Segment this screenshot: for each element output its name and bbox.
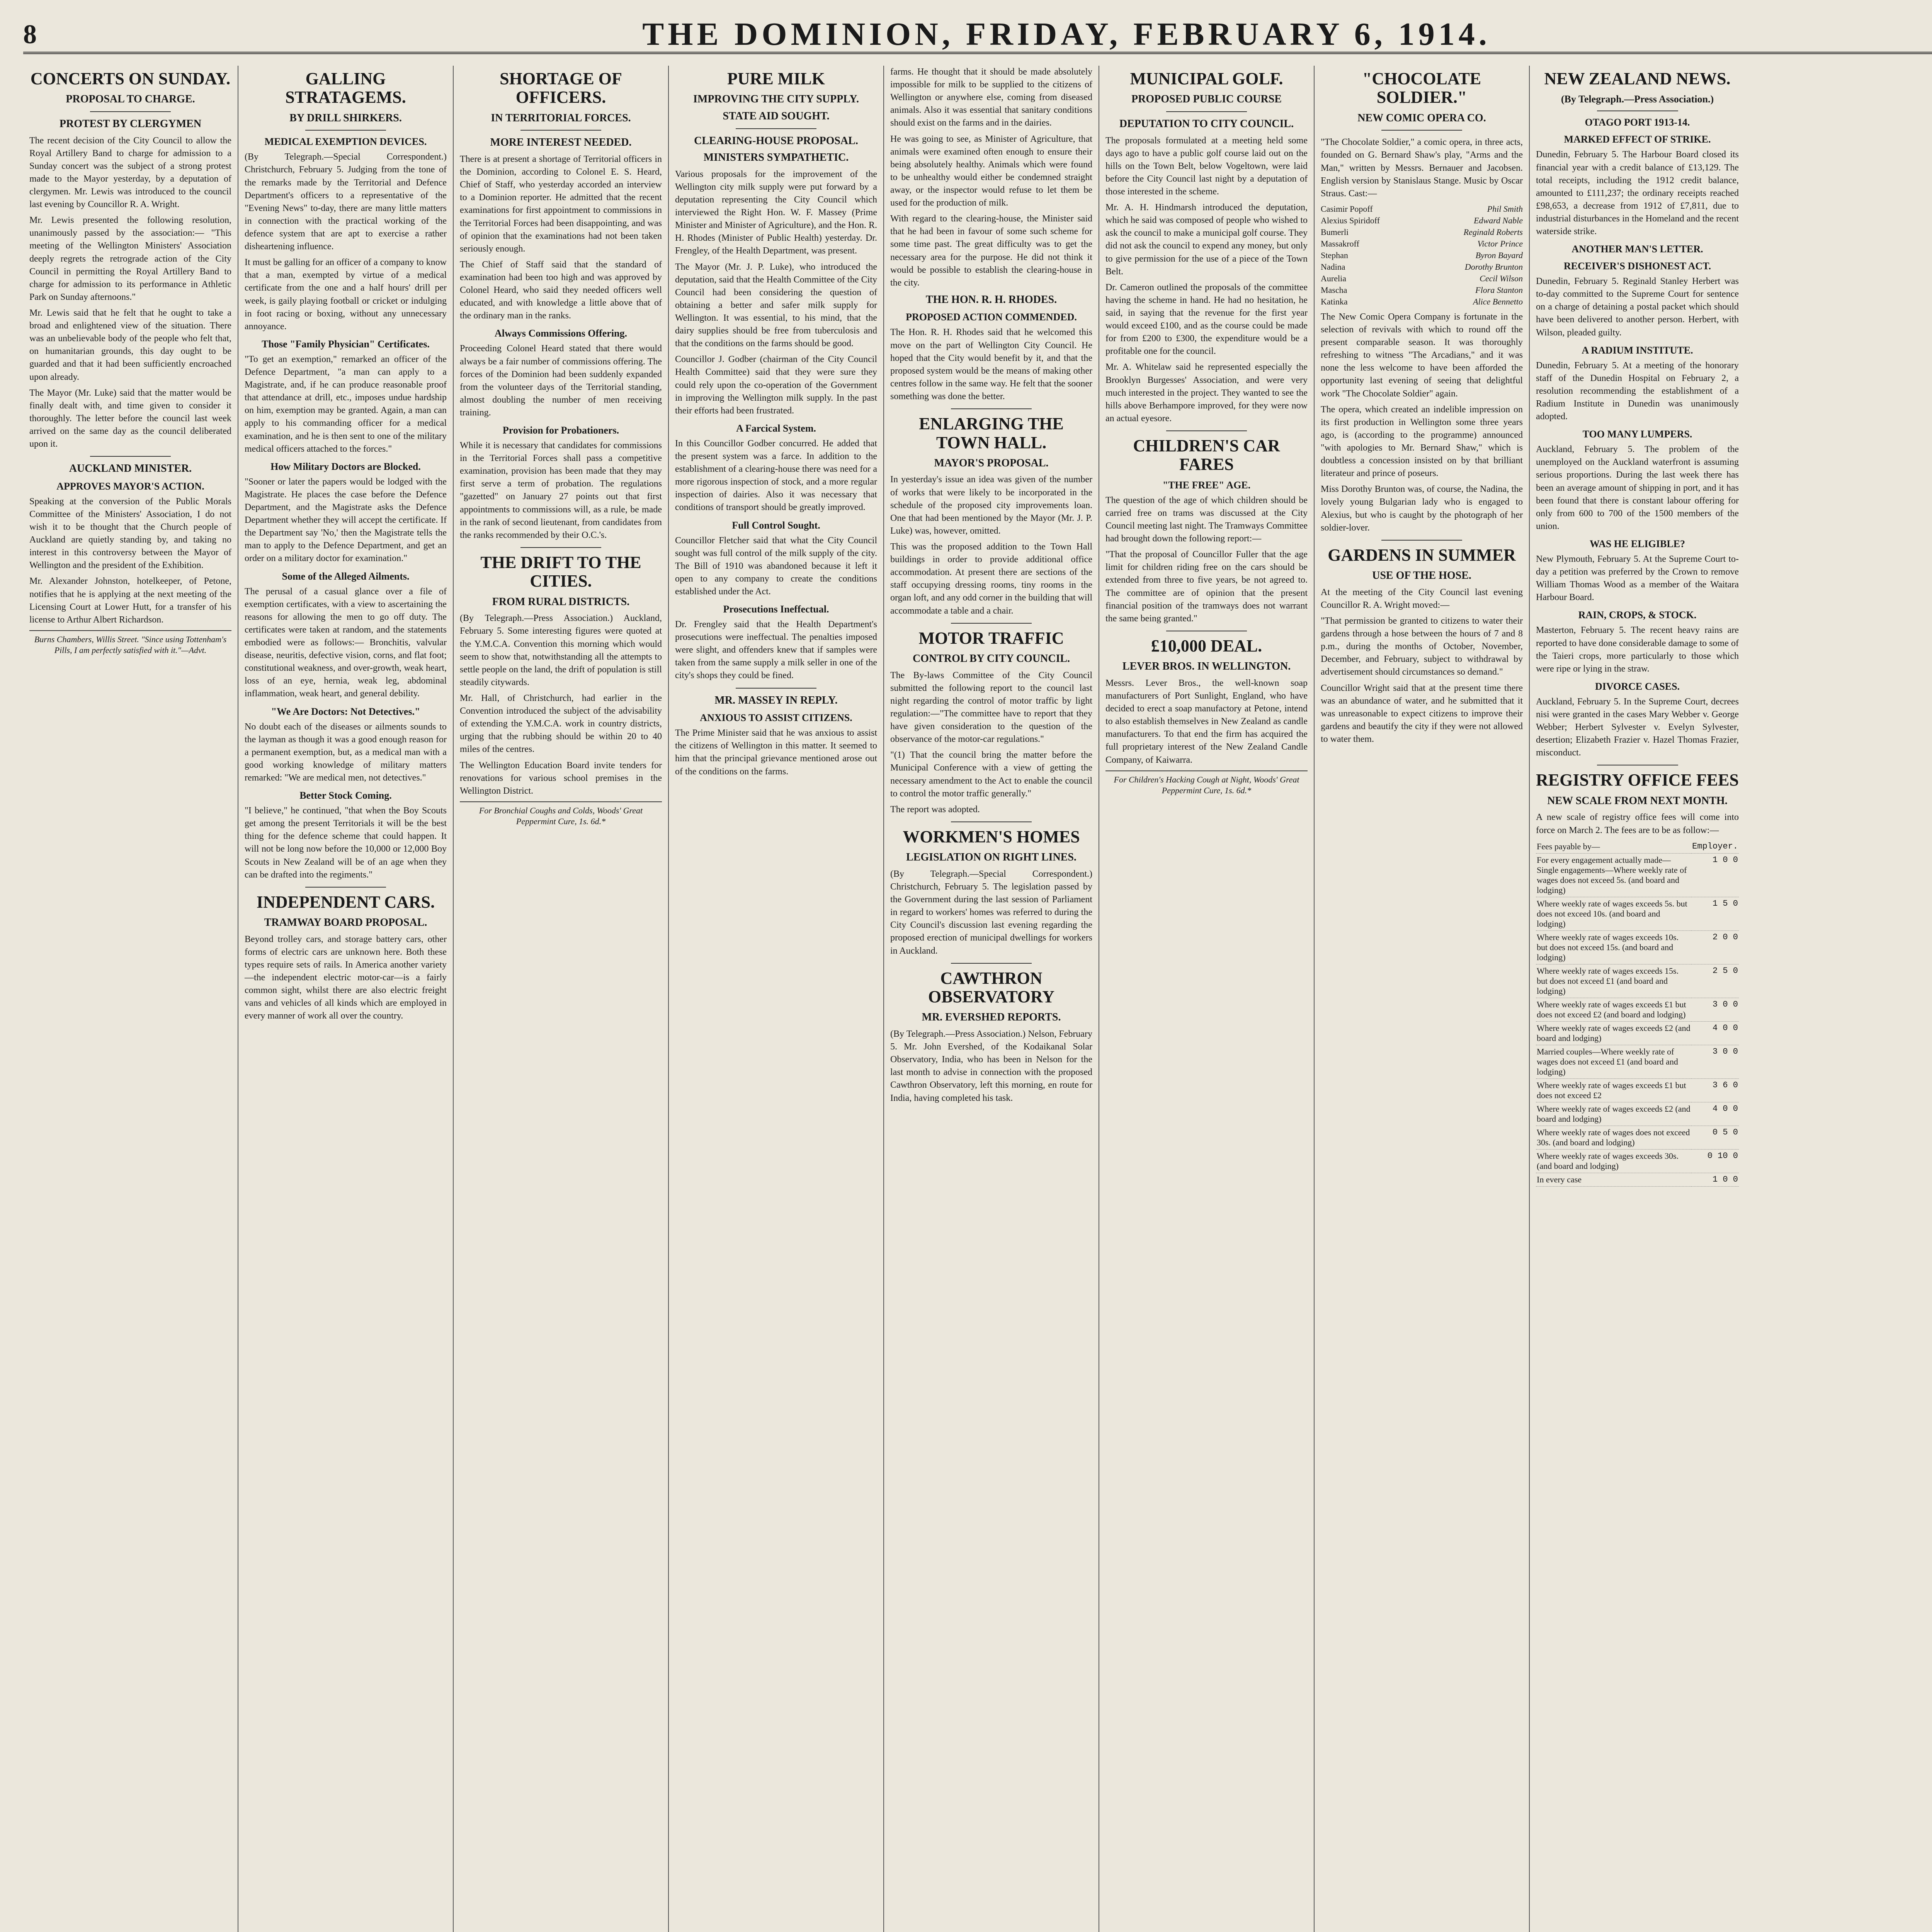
page-number: 8 xyxy=(23,20,37,49)
column-2 xyxy=(238,66,454,1932)
fee-amount: 2 0 0 xyxy=(1691,930,1739,964)
subheading: LEVER BROS. IN WELLINGTON. xyxy=(1122,660,1291,673)
headline: NEW ZEALAND NEWS. xyxy=(1544,69,1731,88)
actor: Reginald Roberts xyxy=(1463,227,1523,237)
paragraph: (By Telegraph.—Press Association.) Auckland, February 5. Some interesting figures were quoted at the Y.M.C.A. Convention this morning which would seem to show that, notwithstanding all the attempts to settle people on the land, the drift of population is still steadily citywards. xyxy=(460,613,662,687)
paragraph: "The Chocolate Soldier," a comic opera, in three acts, founded on G. Bernard Shaw's play, "Arms and the Man," written by Messrs. Bernauer and Jacobsen. English version by Stanislaus Stange. Music by Oscar Straus. Cast:— xyxy=(1321,137,1523,199)
fees-header-col: Employer. xyxy=(1691,840,1739,854)
role: Mascha xyxy=(1321,285,1347,295)
divider xyxy=(1381,130,1462,131)
role: Stephan xyxy=(1321,250,1348,260)
paragraph: "(1) That the council bring the matter before the Municipal Conference with a view of getting the necessary amendment to the Act to enable the council to control the motor traffic generally." xyxy=(890,750,1092,799)
column-5 xyxy=(884,66,1099,1932)
cast-row xyxy=(1321,284,1523,296)
fee-amount: 0 10 0 xyxy=(1691,1149,1739,1173)
headline: GALLING STRATAGEMS. xyxy=(285,69,406,107)
cast-row xyxy=(1321,203,1523,215)
paragraph: Dr. Cameron outlined the proposals of the committee having the scheme in hand. He had no hesitation, he said, in saying that the revenue for the first year would exceed £100, and as the course could be made for from £200 to £300, the expenditure would be a profitable one for the council. xyxy=(1105,282,1308,357)
fee-row xyxy=(1536,1102,1739,1126)
paragraph: Proceeding Colonel Heard stated that there would always be a fair number of commissions offering. The forces of the Dominion had been suddenly expanded from the volunteer days of the Territorial standing, almost doubling the number of men receiving training. xyxy=(460,344,662,418)
section-heading: Full Control Sought. xyxy=(732,519,820,531)
column-6 xyxy=(1099,66,1315,1932)
paragraph: The report was adopted. xyxy=(890,804,980,815)
paragraph: "To get an exemption," remarked an officer of the Defence Department, "a man can apply to a Magistrate, and, if he can produce reasonable proof that attendance at drill, etc., imposes undue hardship on him, exemption may be granted. Again, a man can apply to his commanding officer for a medical examination, and he is then sent to one of the military medical officers attached to the forces." xyxy=(245,354,447,454)
advertisement: For Children's Hacking Cough at Night, Woods' Great Peppermint Cure, 1s. 6d.* xyxy=(1105,770,1308,796)
fee-amount: 3 0 0 xyxy=(1691,1045,1739,1078)
headline: MOTOR TRAFFIC xyxy=(918,628,1064,648)
paragraph: This was the proposed addition to the Town Hall buildings in order to provide additional office accommodation. At present there are sections of the staff occupying dressing rooms, tiny rooms in the organ loft, and any odd corner in the building that will accommodate a table and a chair. xyxy=(890,542,1092,616)
headline: PURE MILK xyxy=(727,69,825,88)
subheading: BY DRILL SHIRKERS. xyxy=(289,112,402,124)
fee-label: Where weekly rate of wages exceeds 15s. but does not exceed £1 (and board and lodging) xyxy=(1536,964,1691,998)
subheading: MAYOR'S PROPOSAL. xyxy=(934,457,1049,469)
paragraph: The Wellington Education Board invite tenders for renovations for various school premises in the Wellington District. xyxy=(460,760,662,796)
paragraph: It must be galling for an officer of a company to know that a man, exempted by virtue of a medical certificate from the one and a half hours' drill per week, is gaily playing football or cricket or indulging in foot racing or boxing, without any unnecessary annoyance. xyxy=(245,257,447,332)
divider xyxy=(951,408,1032,409)
divider xyxy=(305,130,386,131)
headline: INDEPENDENT CARS. xyxy=(256,892,435,912)
headline: WORKMEN'S HOMES xyxy=(903,827,1080,846)
fee-label: Where weekly rate of wages exceeds £2 (and board and lodging) xyxy=(1536,1102,1691,1126)
section-heading: A Farcical System. xyxy=(736,422,816,434)
subheading: CONTROL BY CITY COUNCIL. xyxy=(912,653,1070,665)
subheading: CLEARING-HOUSE PROPOSAL. xyxy=(694,134,858,147)
fee-row xyxy=(1536,1045,1739,1078)
paragraph: "Sooner or later the papers would be lodged with the Magistrate. He places the case before the Defence Department, and the Magistrate asks the Defence Department whether they will accept the certificate. If the Department say 'No,' then the Magistrate tells the man to apply to the Defence Department, and get an order on a military doctor for examination." xyxy=(245,476,447,564)
paragraph: "That the proposal of Councillor Fuller that the age limit for children riding free on the cars should be extended from three to five years, be not agreed to. The committee are of opinion that the present financial position of the tramways does not warrant the same being granted." xyxy=(1105,549,1308,624)
masthead xyxy=(23,15,1932,54)
fee-row xyxy=(1536,1078,1739,1102)
paragraph: In yesterday's issue an idea was given of the number of works that were likely to be incorporated in the schedule of the proposed city improvements loan. One that had been mentioned by the Mayor (Mr. J. P. Luke) was, however, omitted. xyxy=(890,474,1092,536)
section-heading: Those "Family Physician" Certificates. xyxy=(262,338,430,350)
fee-amount: 3 6 0 xyxy=(1691,1078,1739,1102)
paragraph: A new scale of registry office fees will come into force on March 2. The fees are to be as follow:— xyxy=(1536,812,1739,835)
section-heading: Always Commissions Offering. xyxy=(494,328,628,339)
cast-list xyxy=(1321,203,1523,308)
paragraph: The question of the age of which children should be carried free on trams was discussed at the City Council meeting last night. The Tramways Committee had brought down the following report:— xyxy=(1105,495,1308,544)
section-heading: WAS HE ELIGIBLE? xyxy=(1589,538,1685,550)
actor: Phil Smith xyxy=(1487,204,1523,214)
paragraph: Mr. Lewis presented the following resolution, unanimously passed by the association:— "This meeting of the Wellington Ministers' Association deeply regrets the retrograde action of the City Council in permitting the Royal Artillery Band to charge for admission to its performance in Athletic Park on Sunday afternoons." xyxy=(29,215,231,302)
role: Alexius Spiridoff xyxy=(1321,215,1380,225)
cast-row xyxy=(1321,238,1523,250)
subheading: MR. EVERSHED REPORTS. xyxy=(922,1011,1061,1024)
actor: Flora Stanton xyxy=(1475,285,1523,295)
fee-label: Where weekly rate of wages does not exceed 30s. (and board and lodging) xyxy=(1536,1126,1691,1149)
divider xyxy=(90,111,171,112)
paragraph: The perusal of a casual glance over a file of exemption certificates, with a view to ascertaining the reasons for allowing the men to go off duty. The certificates were taken at random, and the statements embodied were as follows:— Bronchitis, valvular disease, neuritis, defective vision, corns, and flat foot; constitutional weakness, and over-growth, weak heart, loss of an eye, hernia, weak leg, abdominal inflammation, weak heart, and general debility. xyxy=(245,586,447,699)
section-heading: ANOTHER MAN'S LETTER. xyxy=(1571,243,1703,255)
role: Nadina xyxy=(1321,262,1345,272)
paragraph: The Mayor (Mr. J. P. Luke), who introduced the deputation, said that the Health Committee of the City Council had been considering the question of obtaining a better and safer milk supply for Wellington. It was essential, to his mind, that the dairy supplies should be free from tuberculosis and that the conditions on the farms should be good. xyxy=(675,262,877,349)
subheading: PROTEST BY CLERGYMEN xyxy=(59,117,202,130)
section-heading: How Military Doctors are Blocked. xyxy=(270,461,421,472)
subheading: IMPROVING THE CITY SUPPLY. xyxy=(693,93,859,105)
paragraph: (By Telegraph.—Special Correspondent.) Christchurch, February 5. The legislation passed by the Government during the last session of Parliament in regard to workers' homes was referred to during the City Council's discussion last evening regarding the proposed erection of municipal dwellings for workers in Auckland. xyxy=(890,869,1092,956)
divider xyxy=(736,128,816,129)
fee-row xyxy=(1536,1149,1739,1173)
paragraph: Mr. Alexander Johnston, hotelkeeper, of Petone, notifies that he is applying at the next meeting of the Licensing Court at Lower Hutt, for a transfer of his license to Arthur Albert Richardson. xyxy=(29,576,231,625)
newspaper-title: THE DOMINION, FRIDAY, FEBRUARY 6, 1914. xyxy=(642,16,1491,52)
column-4 xyxy=(669,66,884,1932)
paragraph: The recent decision of the City Council to allow the Royal Artillery Band to charge for admission to a Sunday concert was the subject of a strong protest made to the Mayor yesterday, by a deputation of clergymen. Mr. Lewis was introduced to the council last evening by Councillor R. A. Wright. xyxy=(29,135,231,210)
cast-row xyxy=(1321,226,1523,238)
paragraph: The Chief of Staff said that the standard of examination had been too high and was approved by Colonel Heard, who said they needed officers well educated, and with knowledge a little above that of the ordinary man in the ranks. xyxy=(460,259,662,321)
paragraph: The By-laws Committee of the City Council submitted the following report to the council last night regarding the control of motor traffic by light regulation:—"The committee have to report that they have given consideration to the question of the observance of the motor-car regulations." xyxy=(890,670,1092,745)
section-heading: "We Are Doctors: Not Detectives." xyxy=(271,706,420,717)
section-heading: Some of the Alleged Ailments. xyxy=(282,570,410,582)
subheading: NEW SCALE FROM NEXT MONTH. xyxy=(1547,794,1728,807)
section-heading: MARKED EFFECT OF STRIKE. xyxy=(1564,134,1711,145)
paragraph: Messrs. Lever Bros., the well-known soap manufacturers of Port Sunlight, England, who have decided to erect a soap manufactory at Petone, intend to also establish themselves in New Zealand as candle manufacturers. To that end the firm has acquired the full proprietary interest of the New Zealand Candle Company, of Kaiwarra. xyxy=(1105,678,1308,765)
divider xyxy=(520,130,601,131)
actor: Dorothy Brunton xyxy=(1464,262,1523,272)
fee-label: Where weekly rate of wages exceeds 30s. (and board and lodging) xyxy=(1536,1149,1691,1173)
paragraph: Masterton, February 5. The recent heavy rains are reported to have done considerable damage to some of the Taieri crops, more particularly to those which were ripe or lying in the straw. xyxy=(1536,625,1739,674)
section-heading: APPROVES MAYOR'S ACTION. xyxy=(56,480,204,492)
fee-amount: 3 0 0 xyxy=(1691,998,1739,1021)
fee-amount: 1 0 0 xyxy=(1691,1173,1739,1186)
paragraph: Beyond trolley cars, and storage battery cars, other forms of electric cars are unknown here. Both these types require sets of rails. In America another variety—the independent electric motor-car—is a fairly common sight, whilst there are also electric freight vans and vehicles of all kinds which are employed in every manner of work all over the country. xyxy=(245,934,447,1021)
cast-row xyxy=(1321,215,1523,226)
fee-row xyxy=(1536,853,1739,897)
paragraph: He was going to see, as Minister of Agriculture, that animals were examined often enough to ensure their being absolutely healthy. Animals which were found to be unhealthy would either be condemned straight away, or the inspector would refuse to let them be used for the production of milk. xyxy=(890,134,1092,208)
paragraph: Mr. Lewis said that he felt that he ought to take a broad and enlightened view of the situation. There was an unbelievable body of the people who felt that, on humanitarian grounds, this day ought to be guarded and that it had been sufficiently encroached upon already. xyxy=(29,308,231,382)
actor: Byron Bayard xyxy=(1475,250,1523,260)
column-8 xyxy=(1530,66,1745,1932)
fee-row xyxy=(1536,998,1739,1021)
section-heading: ANXIOUS TO ASSIST CITIZENS. xyxy=(700,712,852,724)
column-7 xyxy=(1315,66,1530,1932)
paragraph: Mr. A. H. Hindmarsh introduced the deputation, which he said was composed of people who wished to ask the council to make a municipal golf course. They did not ask the council to expend any money, but only to give permission for the use of a piece of the Town Belt. xyxy=(1105,202,1308,277)
fee-row xyxy=(1536,1173,1739,1186)
section-heading: PROPOSED ACTION COMMENDED. xyxy=(906,311,1077,323)
actor: Victor Prince xyxy=(1477,238,1523,248)
headline: GARDENS IN SUMMER xyxy=(1328,545,1516,565)
paragraph: The Hon. R. H. Rhodes said that he welcomed this move on the part of Wellington City Council. He hoped that the City would benefit by it, and that the proposed system would be the means of making other centres follow in the same way. He felt that the sooner something was done the better. xyxy=(890,327,1092,401)
paragraph: Dunedin, February 5. At a meeting of the honorary staff of the Dunedin Hospital on February 2, a resolution recommending the establishment of a Radium Institute in Dunedin was unanimously adopted. xyxy=(1536,360,1739,422)
subheading: PROPOSAL TO CHARGE. xyxy=(66,93,195,105)
role: Aurelia xyxy=(1321,273,1346,283)
paragraph: There is at present a shortage of Territorial officers in the Dominion, according to Colonel E. S. Heard, Chief of Staff, who yesterday accorded an interview to a Dominion reporter. He admitted that the recent examinations for first appointment to commissions in the Territorial Forces had been disappointing, and was of opinion that the examinations had not been taken seriously enough. xyxy=(460,154,662,254)
divider xyxy=(90,456,171,457)
cast-row xyxy=(1321,296,1523,308)
divider xyxy=(951,963,1032,964)
headline: MUNICIPAL GOLF. xyxy=(1130,69,1283,88)
cast-row xyxy=(1321,261,1523,273)
headline: "CHOCOLATE SOLDIER." xyxy=(1362,69,1481,107)
cast-row xyxy=(1321,250,1523,261)
section-heading: Provision for Probationers. xyxy=(502,425,619,436)
subheading: STATE AID SOUGHT. xyxy=(723,110,830,122)
paragraph: The proposals formulated at a meeting held some days ago to have a public golf course laid out on the hills on the Town Belt, below Vogeltown, were laid before the City Council last night by a deputation of those interested in the scheme. xyxy=(1105,135,1308,197)
fee-label: For every engagement actually made—Single engagements—Where weekly rate of wages does not exceed 5s. (and board and lodging) xyxy=(1536,853,1691,897)
subheading: LEGISLATION ON RIGHT LINES. xyxy=(906,851,1077,864)
role: Bumerli xyxy=(1321,227,1349,237)
paragraph: The Prime Minister said that he was anxious to assist the citizens of Wellington in this matter. It seemed to him that the principal grievance mentioned arose out of the conditions on the farms. xyxy=(675,728,877,777)
fees-table xyxy=(1536,840,1739,1187)
actor: Alice Bennetto xyxy=(1473,296,1523,306)
actor: Cecil Wilson xyxy=(1480,273,1523,283)
paragraph: No doubt each of the diseases or ailments sounds to the layman as though it was a good enough reason for a permanent exemption, but, as a medical man with a good working knowledge of military matters remarked: "We are medical men, not detectives." xyxy=(245,721,447,783)
divider xyxy=(951,623,1032,624)
section-heading: (By Telegraph.—Press Association.) xyxy=(1561,94,1714,105)
headline: THE DRIFT TO THE CITIES. xyxy=(480,553,641,591)
headline: CHILDREN'S CAR FARES xyxy=(1133,436,1280,474)
section-heading: Better Stock Coming. xyxy=(299,790,392,801)
headline: CAWTHRON OBSERVATORY xyxy=(928,968,1054,1007)
paragraph: (By Telegraph.—Special Correspondent.) Christchurch, February 5. Judging from the tone of the remarks made by the Territorial and Defence Department's officers to a representative of the "Evening News" to-day, there are many little matters in connection with the practical working of the defence system that are apt to exercise a rather disheartening influence. xyxy=(245,152,447,252)
subheading: MINISTERS SYMPATHETIC. xyxy=(703,151,849,164)
divider xyxy=(1381,540,1462,541)
fee-label: Where weekly rate of wages exceeds £1 but does not exceed £2 (and board and lodging) xyxy=(1536,998,1691,1021)
fee-label: Married couples—Where weekly rate of wages does not exceed £1 (and board and lodging) xyxy=(1536,1045,1691,1078)
paragraph: "That permission be granted to citizens to water their gardens through a hose between the hours of 7 and 8 p.m., during the months of October, November, December, and February, subject to withdrawal by advertisement should circumstances so demand." xyxy=(1321,616,1523,677)
section-heading: TOO MANY LUMPERS. xyxy=(1582,429,1692,440)
divider xyxy=(520,547,601,548)
subheading: TRAMWAY BOARD PROPOSAL. xyxy=(264,917,427,929)
headline: ENLARGING THE TOWN HALL. xyxy=(919,414,1064,452)
column-3 xyxy=(454,66,669,1932)
section-heading: RECEIVER'S DISHONEST ACT. xyxy=(1563,260,1711,272)
fee-row xyxy=(1536,1021,1739,1045)
paragraph: "I believe," he continued, "that when the Boy Scouts get among the present Territorials it will be the best thing for the defence scheme that could happen. It will not be long now before the 10,000 or 12,000 Boy Scouts in New Zealand will be of an age when they can be drafted into the regiments." xyxy=(245,806,447,880)
headline: REGISTRY OFFICE FEES xyxy=(1536,770,1739,790)
fee-label: In every case xyxy=(1536,1173,1691,1186)
paragraph: In this Councillor Godber concurred. He added that the present system was a farce. In addition to the establishment of a clearing-house there was need for a more rigorous inspection of stock, and a more regular inspection of dairies. Also it was necessary that conditions of transport should be greatly improved. xyxy=(675,438,877,513)
advertisement: Burns Chambers, Willis Street. "Since using Tottenham's Pills, I am perfectly satisfied with it."—Advt. xyxy=(29,630,231,656)
subheading: USE OF THE HOSE. xyxy=(1372,570,1471,582)
columns xyxy=(23,66,1932,1932)
paragraph: Various proposals for the improvement of the Wellington city milk supply were put forward by a deputation representing the City Council which interviewed the Right Hon. W. F. Massey (Prime Minister and Minister of Agriculture), and the Hon. R. H. Rhodes (Minister of Public Health) yesterday. Dr. Frengley, of the Health Department, was present. xyxy=(675,169,877,256)
fee-amount: 4 0 0 xyxy=(1691,1102,1739,1126)
subheading: PROPOSED PUBLIC COURSE xyxy=(1131,93,1282,105)
fee-label: Where weekly rate of wages exceeds £2 (and board and lodging) xyxy=(1536,1021,1691,1045)
role: Massakroff xyxy=(1321,238,1359,248)
headline: SHORTAGE OF OFFICERS. xyxy=(500,69,622,107)
paragraph: At the meeting of the City Council last evening Councillor R. A. Wright moved:— xyxy=(1321,587,1523,610)
fee-amount: 4 0 0 xyxy=(1691,1021,1739,1045)
subheading: NEW COMIC OPERA CO. xyxy=(1357,112,1486,124)
section-heading: Prosecutions Ineffectual. xyxy=(723,604,829,615)
actor: Edward Nable xyxy=(1474,215,1523,225)
divider xyxy=(1166,430,1247,431)
subheading: DEPUTATION TO CITY COUNCIL. xyxy=(1119,117,1294,130)
paragraph: Speaking at the conversion of the Public Morals Committee of the Ministers' Association, I do not wish it to be thought that the Church people of Auckland are quietly standing by, and taking no interest in this controversy between the Mayor of Wellington and the president of the Exhibition. xyxy=(29,496,231,571)
section-heading: RAIN, CROPS, & STOCK. xyxy=(1578,609,1697,621)
section-heading: MEDICAL EXEMPTION DEVICES. xyxy=(264,136,427,148)
divider xyxy=(951,821,1032,822)
section-heading: A RADIUM INSTITUTE. xyxy=(1582,344,1693,356)
subheading: MORE INTEREST NEEDED. xyxy=(490,136,632,149)
fee-label: Where weekly rate of wages exceeds £1 but does not exceed £2 xyxy=(1536,1078,1691,1102)
paragraph: Mr. Hall, of Christchurch, had earlier in the Convention introduced the subject of the advisability of extending the Y.M.C.A. work in country districts, urging that the rubbing should be within 20 to 40 miles of the centres. xyxy=(460,693,662,755)
paragraph: Councillor Fletcher said that what the City Council sought was full control of the milk supply of the city. The Bill of 1910 was abandoned because it left it open to any company to create the conditions established under the Act. xyxy=(675,535,877,597)
subheading: MR. MASSEY IN REPLY. xyxy=(714,694,838,706)
paragraph: New Plymouth, February 5. At the Supreme Court to-day a petition was preferred by the Crown to remove William Thomas Wood as a member of the Waitara Harbour Board. xyxy=(1536,554,1739,603)
paragraph: The New Comic Opera Company is fortunate in the selection of revivals with which to round off the present comparable season. It was thoroughly refreshing to witness "The Arcadians," and it was none the less welcome to have been afforded the opportunity last evening of seeing that delightful work "The Chocolate Soldier" again. xyxy=(1321,311,1523,399)
fee-row xyxy=(1536,1126,1739,1149)
advertisement: For Bronchial Coughs and Colds, Woods' Great Peppermint Cure, 1s. 6d.* xyxy=(460,801,662,827)
fee-amount: 0 5 0 xyxy=(1691,1126,1739,1149)
paragraph: farms. He thought that it should be made absolutely impossible for milk to be supplied to the citizens of Wellington or anywhere else, coming from diseased animals. Also it was essential that sanitary conditions should exist on the farms and in the dairies. xyxy=(890,67,1092,128)
role: Casimir Popoff xyxy=(1321,204,1373,214)
fee-row xyxy=(1536,930,1739,964)
paragraph: Mr. A. Whitelaw said he represented especially the Brooklyn Burgesses' Association, and were very much interested in the project. They wanted to see the hills above Berhampore improved, for they were now an actual eyesore. xyxy=(1105,362,1308,423)
fee-amount: 1 0 0 xyxy=(1691,853,1739,897)
fee-row xyxy=(1536,897,1739,930)
paragraph: Auckland, February 5. The problem of the unemployed on the Auckland waterfront is assuming serious proportions. During the last week there has been an average amount of shipping in port, and it has been found that there is constant labour offering for only from 600 to 700 of the 1500 members of the union. xyxy=(1536,444,1739,531)
fee-amount: 1 5 0 xyxy=(1691,897,1739,930)
fees-header-label: Fees payable by— xyxy=(1536,840,1691,854)
divider xyxy=(1166,111,1247,112)
section-heading: OTAGO PORT 1913-14. xyxy=(1585,117,1690,128)
paragraph: Dr. Frengley said that the Health Department's prosecutions were ineffectual. The penalties imposed were slight, and offenders knew that if samples were taken from the same supply a milk seller in one of the city's shops they could be fined. xyxy=(675,619,877,681)
paragraph: The Mayor (Mr. Luke) said that the matter would be finally dealt with, and time given to consider it thoroughly. The letter before the council last week arrived on the same day as the council deliberated upon it. xyxy=(29,388,231,449)
paragraph: Dunedin, February 5. The Harbour Board closed its financial year with a credit balance of £13,129. The total receipts, including the 1912 credit balance, amounted to £111,237; the ordinary receipts reached £98,653, a decrease from 1912 of £7,811, due to industrial disturbances in the Homeland and the recent waterside strike. xyxy=(1536,150,1739,237)
paragraph: While it is necessary that candidates for commissions in the Territorial Forces shall pass a competitive examination, provision has been made that they may first serve a term of probation. The regulations "gazetted" on January 27 points out that first appointments to commissions will, as a rule, be made in the rank of second lieutenant, from candidates from the ranks recommended by their O.C.'s. xyxy=(460,440,662,540)
subheading: THE HON. R. H. RHODES. xyxy=(925,293,1057,306)
paragraph: With regard to the clearing-house, the Minister said that he had been in favour of some such scheme for some time past. The great difficulty was to get the necessary area for the purpose. He did not think it would be possible to establish the clearing-house in the city. xyxy=(890,214,1092,288)
paragraph: Councillor J. Godber (chairman of the City Council Health Committee) said that they were sure they could rely upon the co-operation of the Government in improving the Wellington milk supply. In the past their efforts had been frustrated. xyxy=(675,354,877,416)
cast-row xyxy=(1321,273,1523,284)
column-1 xyxy=(23,66,238,1932)
paragraph: The opera, which created an indelible impression on its first production in Wellington some three years ago, is (according to the programme) announced "with apologies to Mr. Bernard Shaw," which is doubtless a concession insisted on by that brilliant literateur and prince of poseurs. xyxy=(1321,404,1523,479)
subheading: IN TERRITORIAL FORCES. xyxy=(491,112,631,124)
paragraph: Miss Dorothy Brunton was, of course, the Nadina, the lovely young Bulgarian lady who is engaged to Alexius, but who is caught by the photograph of her soldier-lover. xyxy=(1321,484,1523,533)
fee-row xyxy=(1536,964,1739,998)
fee-amount: 2 5 0 xyxy=(1691,964,1739,998)
role: Katinka xyxy=(1321,296,1348,306)
headline: £10,000 DEAL. xyxy=(1151,636,1262,655)
paragraph: Auckland, February 5. In the Supreme Court, decrees nisi were granted in the cases Mary Webber v. George Webber; Herbert Sylvester v. Evelyn Sylvester, desertion; Elizabeth Frazier v. Hazel Thomas Frazier, misconduct. xyxy=(1536,696,1739,758)
fee-label: Where weekly rate of wages exceeds 5s. but does not exceed 10s. (and board and lodging) xyxy=(1536,897,1691,930)
headline: CONCERTS ON SUNDAY. xyxy=(30,69,231,88)
paragraph: (By Telegraph.—Press Association.) Nelson, February 5. Mr. John Evershed, of the Kodaikanal Solar Observatory, India, who has been in Nelson for the last month to advise in connection with the proposed Cawthron Observatory, left this morning, en route for India, having completed his task. xyxy=(890,1029,1092,1103)
paragraph: Dunedin, February 5. Reginald Stanley Herbert was to-day committed to the Supreme Court for sentence on a charge of detaining a postal packet which should have been delivered to another person. Herbert, with Wilson, pleaded guilty. xyxy=(1536,276,1739,338)
section-heading: "THE FREE" AGE. xyxy=(1162,479,1251,491)
section-heading: DIVORCE CASES. xyxy=(1595,680,1680,692)
divider xyxy=(736,688,816,689)
fee-label: Where weekly rate of wages exceeds 10s. but does not exceed 15s. (and board and lodging) xyxy=(1536,930,1691,964)
paragraph: Councillor Wright said that at the present time there was an abundance of water, and he submitted that it was unreasonable to expect citizens to improve their gardens and beautify the city if they were not allowed to water them. xyxy=(1321,683,1523,744)
subheading: AUCKLAND MINISTER. xyxy=(69,463,192,475)
fees-header-row xyxy=(1536,840,1739,854)
divider xyxy=(305,887,386,888)
subheading: FROM RURAL DISTRICTS. xyxy=(492,595,630,608)
